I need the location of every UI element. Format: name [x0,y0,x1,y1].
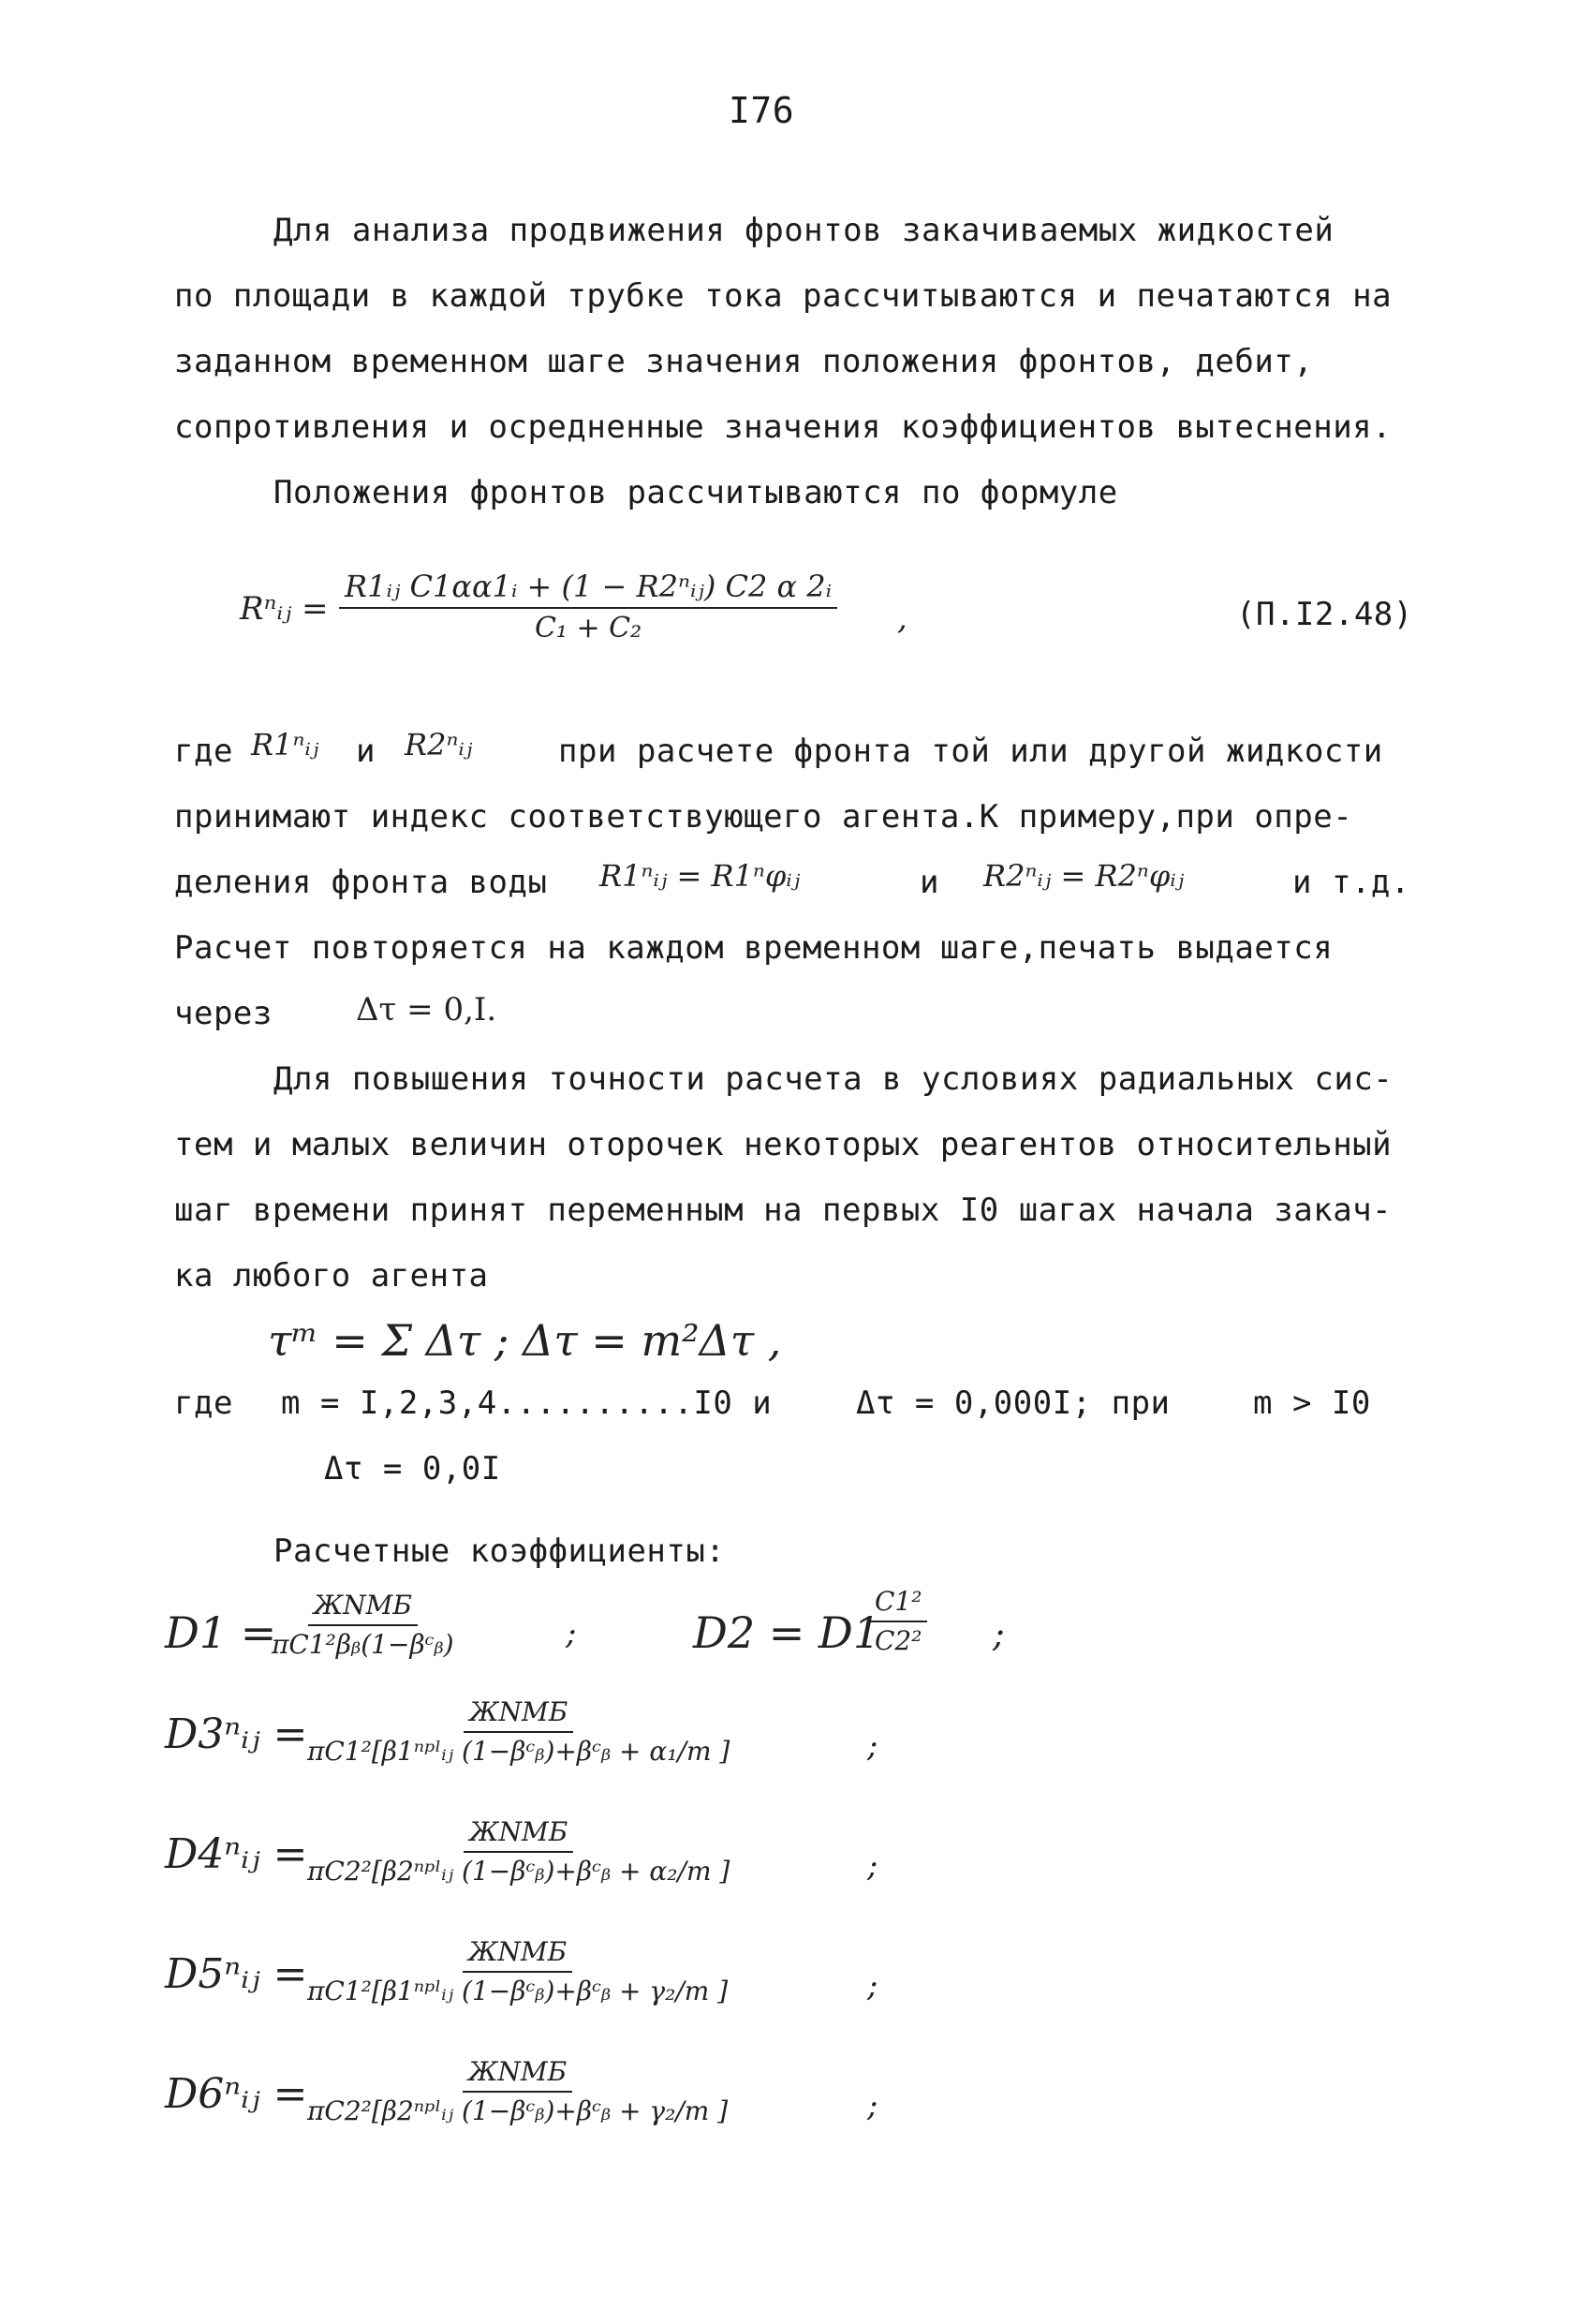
coef-d6-lhs: D6ⁿᵢⱼ = [165,2070,308,2118]
coef-d5-tail: ; [867,1967,878,2005]
para2-line: Положения фронтов рассчитываются по формуле [273,474,1118,511]
coef-d3-fraction [307,1697,730,1767]
eq48-denominator: C₁ + C₂ [534,612,642,644]
where-l3-pre: деления фронта воды [174,864,548,901]
where-l1-and: и [356,733,376,770]
coef-d2-fraction [869,1587,927,1656]
coef-d4-lhs: D4ⁿᵢⱼ = [165,1830,308,1878]
coef-d3-numerator: ЖNMБ [464,1697,573,1733]
coef-d2-lhs: D2 = D1 [693,1607,881,1658]
step-where-dt: Δτ = 0,000I; при [856,1384,1171,1422]
where-l5-formula: Δτ = 0,I. [356,991,497,1029]
para1-line3: заданном временном шаге значения положения фронтов, дебит, [174,343,1314,380]
para3-line1: Для повышения точности расчета в условиях радиальных сис- [273,1060,1394,1098]
coef-d1-numerator: ЖNMБ [308,1591,418,1626]
where-l3-and: и [920,864,939,901]
where-l3-post: и т.д. [1292,864,1410,901]
step-formula-main: τᵐ = Σ Δτ ; Δτ = m²Δτ , [268,1315,782,1366]
where-l3-formula-2: R2ⁿᵢⱼ = R2ⁿφᵢⱼ [983,858,1185,894]
eq48-label: (П.I2.48) [1236,596,1413,633]
para1-line4: сопротивления и осредненные значения коэффициентов вытеснения. [174,408,1393,446]
coef-d4-denominator: πC2²[β2ⁿᵖˡᵢⱼ (1−βᶜᵦ)+βᶜᵦ + α₂/m ] [307,1856,730,1887]
where-l1-formula-a: R1ⁿᵢⱼ [251,727,319,762]
coef-d2-tail: ; [993,1613,1005,1654]
where-l4: Расчет повторяется на каждом временном шаге,печать выдается [174,929,1334,967]
eq48-fraction [339,570,837,644]
where-l1-pre: где [174,733,233,770]
coef-d6-numerator: ЖNMБ [463,2057,572,2093]
coef-d1-denominator: πC1²βᵦ(1−βᶜᵦ) [272,1629,454,1660]
step-where-m: m = I,2,3,4..........I0 и [281,1384,773,1422]
coef-d1-tail: ; [566,1615,577,1652]
coef-d2-numerator: C1² [869,1587,927,1622]
eq48-lhs: Rⁿᵢⱼ = [240,590,329,628]
coef-d4-fraction [307,1817,730,1887]
coef-d6-denominator: πC2²[β2ⁿᵖˡᵢⱼ (1−βᶜᵦ)+βᶜᵦ + γ₂/m ] [307,2095,729,2126]
para3-line4: ка любого агента [174,1257,489,1295]
coef-d1-lhs: D1 = [165,1607,277,1658]
coef-d5-lhs: D5ⁿᵢⱼ = [165,1950,308,1998]
eq48-numerator: R1ᵢⱼ C1αα1ᵢ + (1 − R2ⁿᵢⱼ) C2 α 2ᵢ [339,570,837,609]
where-l2: принимают индекс соответствующего агента.К примеру,при опре- [174,798,1353,836]
para3-line2: тем и малых величин оторочек некоторых реагентов относительный [174,1126,1393,1163]
coef-d4-tail: ; [867,1847,878,1885]
para3-line3: шаг времени принят переменным на первых I0 шагах начала закач- [174,1192,1393,1229]
eq48-comma: , [897,600,907,637]
para1-line2: по площади в каждой трубке тока рассчитываются и печатаются на [174,277,1393,315]
step-where-cond: m > I0 [1253,1384,1371,1422]
coef-d5-numerator: ЖNMБ [463,1937,572,1973]
para1-line1: Для анализа продвижения фронтов закачиваемых жидкостей [273,212,1335,249]
coef-d1-fraction [272,1591,454,1660]
coef-d5-fraction [307,1937,728,2006]
where-l5-pre: через [174,995,273,1032]
coef-d2-denominator: C2² [875,1625,922,1656]
page-number: I76 [729,90,795,131]
where-l1-formula-b: R2ⁿᵢⱼ [405,727,473,762]
coef-d6-tail: ; [867,2087,878,2124]
coef-d4-numerator: ЖNMБ [464,1817,573,1853]
coef-d5-denominator: πC1²[β1ⁿᵖˡᵢⱼ (1−βᶜᵦ)+βᶜᵦ + γ₂/m ] [307,1976,729,2006]
coef-d6-fraction [307,2057,728,2126]
step-where-pre: где [174,1384,233,1422]
coef-d3-lhs: D3ⁿᵢⱼ = [165,1710,308,1758]
coef-heading: Расчетные коэффициенты: [273,1532,726,1570]
where-l1-post: при расчете фронта той или другой жидкости [558,733,1383,770]
where-l3-formula-1: R1ⁿᵢⱼ = R1ⁿφᵢⱼ [599,858,801,894]
step-last: Δτ = 0,0I [324,1450,501,1488]
coef-d3-tail: ; [867,1727,878,1765]
coef-d3-denominator: πC1²[β1ⁿᵖˡᵢⱼ (1−βᶜᵦ)+βᶜᵦ + α₁/m ] [307,1736,730,1767]
